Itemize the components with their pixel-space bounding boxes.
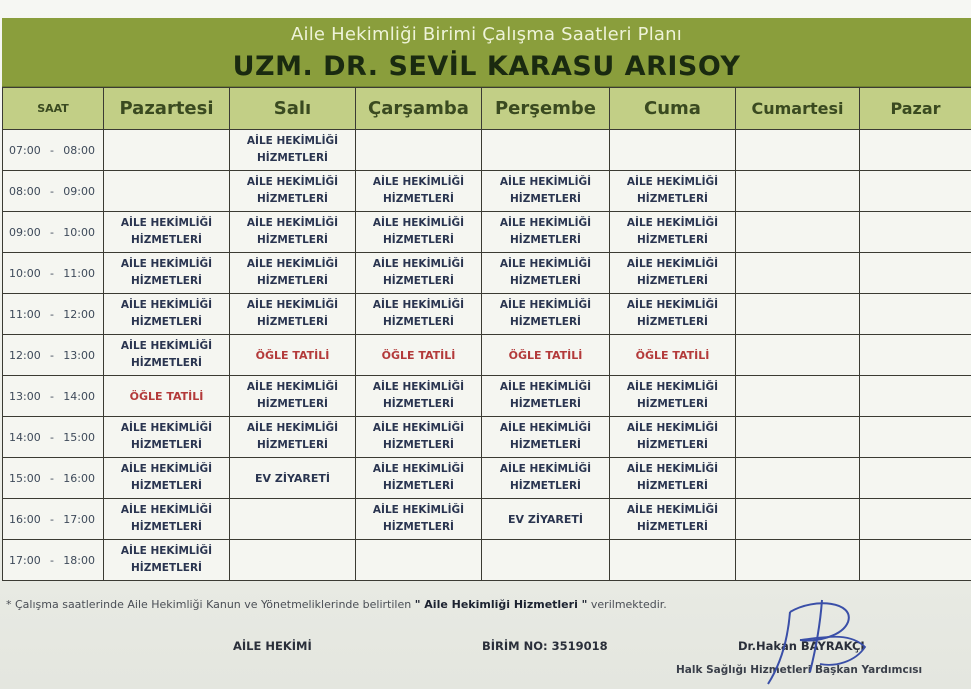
empty-cell <box>860 294 971 335</box>
time-separator: - <box>50 553 54 567</box>
service-cell: AİLE HEKİMLİĞİ HİZMETLERİ <box>356 376 482 417</box>
table-row <box>3 294 971 335</box>
time-start: 17:00 <box>9 553 41 567</box>
table-row <box>3 417 971 458</box>
time-slot <box>3 253 104 294</box>
empty-cell <box>860 130 971 171</box>
service-cell: AİLE HEKİMLİĞİ HİZMETLERİ <box>482 294 610 335</box>
empty-cell <box>860 171 971 212</box>
family-doctor-label: AİLE HEKİMİ <box>233 639 312 653</box>
time-end: 14:00 <box>63 389 95 403</box>
empty-cell <box>860 335 971 376</box>
table-row <box>3 130 971 171</box>
time-slot <box>3 458 104 499</box>
table-row <box>3 335 971 376</box>
empty-cell <box>736 130 860 171</box>
home-visit-cell: EV ZİYARETİ <box>482 499 610 540</box>
empty-cell <box>860 417 971 458</box>
empty-cell <box>230 499 356 540</box>
title-band <box>2 18 971 88</box>
time-start: 11:00 <box>9 307 41 321</box>
time-end: 16:00 <box>63 471 95 485</box>
time-separator: - <box>50 512 54 526</box>
empty-cell <box>736 458 860 499</box>
handwritten-signature <box>760 592 870 687</box>
service-cell: AİLE HEKİMLİĞİ HİZMETLERİ <box>230 171 356 212</box>
column-header-sali: Salı <box>230 88 356 130</box>
service-cell: AİLE HEKİMLİĞİ HİZMETLERİ <box>104 212 230 253</box>
service-cell: AİLE HEKİMLİĞİ HİZMETLERİ <box>356 458 482 499</box>
service-cell: AİLE HEKİMLİĞİ HİZMETLERİ <box>482 212 610 253</box>
service-cell: AİLE HEKİMLİĞİ HİZMETLERİ <box>230 212 356 253</box>
time-separator: - <box>50 389 54 403</box>
empty-cell <box>610 130 736 171</box>
time-end: 13:00 <box>63 348 95 362</box>
time-separator: - <box>50 348 54 362</box>
empty-cell <box>104 130 230 171</box>
empty-cell <box>356 540 482 581</box>
header-row <box>3 88 971 130</box>
table-row <box>3 171 971 212</box>
time-end: 18:00 <box>63 553 95 567</box>
lunch-break-cell: ÖĞLE TATİLİ <box>610 335 736 376</box>
time-separator: - <box>50 184 54 198</box>
service-cell: AİLE HEKİMLİĞİ HİZMETLERİ <box>356 499 482 540</box>
time-start: 14:00 <box>9 430 41 444</box>
empty-cell <box>860 253 971 294</box>
service-cell: AİLE HEKİMLİĞİ HİZMETLERİ <box>230 253 356 294</box>
service-cell: AİLE HEKİMLİĞİ HİZMETLERİ <box>104 417 230 458</box>
service-cell: AİLE HEKİMLİĞİ HİZMETLERİ <box>356 253 482 294</box>
footnote-prefix: * Çalışma saatlerinde Aile Hekimliği Kanun ve Yönetmeliklerinde belirtilen <box>6 598 412 611</box>
home-visit-cell: EV ZİYARETİ <box>230 458 356 499</box>
service-cell: AİLE HEKİMLİĞİ HİZMETLERİ <box>610 376 736 417</box>
service-cell: AİLE HEKİMLİĞİ HİZMETLERİ <box>104 253 230 294</box>
time-start: 08:00 <box>9 184 41 198</box>
table-row <box>3 458 971 499</box>
column-header-pazartesi: Pazartesi <box>104 88 230 130</box>
service-cell: AİLE HEKİMLİĞİ HİZMETLERİ <box>230 376 356 417</box>
approver-title: Halk Sağlığı Hizmetleri Başkan Yardımcısı <box>676 664 923 676</box>
empty-cell <box>610 540 736 581</box>
approver-name: Dr.Hakan BAYRAKÇI <box>738 639 865 653</box>
footnote-emphasis: " Aile Hekimliği Hizmetleri " <box>414 598 588 611</box>
time-start: 09:00 <box>9 225 41 239</box>
table-row <box>3 253 971 294</box>
time-slot <box>3 540 104 581</box>
service-cell: AİLE HEKİMLİĞİ HİZMETLERİ <box>610 294 736 335</box>
time-start: 16:00 <box>9 512 41 526</box>
empty-cell <box>736 335 860 376</box>
footnote <box>6 598 667 611</box>
service-cell: AİLE HEKİMLİĞİ HİZMETLERİ <box>104 458 230 499</box>
column-header-carsamba: Çarşamba <box>356 88 482 130</box>
empty-cell <box>860 376 971 417</box>
service-cell: AİLE HEKİMLİĞİ HİZMETLERİ <box>230 294 356 335</box>
doctor-name: UZM. DR. SEVİL KARASU ARISOY <box>232 51 741 82</box>
service-cell: AİLE HEKİMLİĞİ HİZMETLERİ <box>610 212 736 253</box>
service-cell: AİLE HEKİMLİĞİ HİZMETLERİ <box>610 458 736 499</box>
empty-cell <box>736 417 860 458</box>
empty-cell <box>860 540 971 581</box>
empty-cell <box>736 171 860 212</box>
empty-cell <box>356 130 482 171</box>
time-start: 07:00 <box>9 143 41 157</box>
time-end: 17:00 <box>63 512 95 526</box>
service-cell: AİLE HEKİMLİĞİ HİZMETLERİ <box>482 376 610 417</box>
empty-cell <box>736 499 860 540</box>
time-end: 09:00 <box>63 184 95 198</box>
time-slot <box>3 212 104 253</box>
lunch-break-cell: ÖĞLE TATİLİ <box>104 376 230 417</box>
time-slot <box>3 376 104 417</box>
empty-cell <box>860 499 971 540</box>
empty-cell <box>104 171 230 212</box>
time-start: 10:00 <box>9 266 41 280</box>
time-separator: - <box>50 471 54 485</box>
page-title: Aile Hekimliği Birimi Çalışma Saatleri Planı <box>291 24 682 45</box>
empty-cell <box>482 130 610 171</box>
table-row <box>3 212 971 253</box>
empty-cell <box>860 458 971 499</box>
time-slot <box>3 294 104 335</box>
schedule-body <box>3 130 971 581</box>
time-separator: - <box>50 266 54 280</box>
time-end: 12:00 <box>63 307 95 321</box>
time-slot <box>3 499 104 540</box>
time-separator: - <box>50 143 54 157</box>
service-cell: AİLE HEKİMLİĞİ HİZMETLERİ <box>610 499 736 540</box>
empty-cell <box>736 212 860 253</box>
empty-cell <box>230 540 356 581</box>
service-cell: AİLE HEKİMLİĞİ HİZMETLERİ <box>482 458 610 499</box>
column-header-persembe: Perşembe <box>482 88 610 130</box>
time-slot <box>3 171 104 212</box>
table-row <box>3 376 971 417</box>
time-start: 13:00 <box>9 389 41 403</box>
column-header-saat: SAAT <box>3 88 104 130</box>
service-cell: AİLE HEKİMLİĞİ HİZMETLERİ <box>104 335 230 376</box>
empty-cell <box>736 540 860 581</box>
time-slot <box>3 130 104 171</box>
service-cell: AİLE HEKİMLİĞİ HİZMETLERİ <box>230 417 356 458</box>
time-start: 15:00 <box>9 471 41 485</box>
service-cell: AİLE HEKİMLİĞİ HİZMETLERİ <box>610 253 736 294</box>
service-cell: AİLE HEKİMLİĞİ HİZMETLERİ <box>482 171 610 212</box>
service-cell: AİLE HEKİMLİĞİ HİZMETLERİ <box>610 417 736 458</box>
time-separator: - <box>50 307 54 321</box>
time-separator: - <box>50 225 54 239</box>
table-row <box>3 540 971 581</box>
time-slot <box>3 335 104 376</box>
service-cell: AİLE HEKİMLİĞİ HİZMETLERİ <box>104 499 230 540</box>
service-cell: AİLE HEKİMLİĞİ HİZMETLERİ <box>230 130 356 171</box>
table-row <box>3 499 971 540</box>
lunch-break-cell: ÖĞLE TATİLİ <box>482 335 610 376</box>
time-end: 10:00 <box>63 225 95 239</box>
empty-cell <box>860 212 971 253</box>
column-header-cuma: Cuma <box>610 88 736 130</box>
service-cell: AİLE HEKİMLİĞİ HİZMETLERİ <box>482 253 610 294</box>
column-header-pazar: Pazar <box>860 88 971 130</box>
column-header-cumartesi: Cumartesi <box>736 88 860 130</box>
time-end: 15:00 <box>63 430 95 444</box>
service-cell: AİLE HEKİMLİĞİ HİZMETLERİ <box>610 171 736 212</box>
service-cell: AİLE HEKİMLİĞİ HİZMETLERİ <box>482 417 610 458</box>
service-cell: AİLE HEKİMLİĞİ HİZMETLERİ <box>356 417 482 458</box>
lunch-break-cell: ÖĞLE TATİLİ <box>356 335 482 376</box>
empty-cell <box>736 253 860 294</box>
unit-number: BİRİM NO: 3519018 <box>482 639 608 653</box>
schedule-table <box>2 87 971 581</box>
time-start: 12:00 <box>9 348 41 362</box>
time-end: 11:00 <box>63 266 95 280</box>
service-cell: AİLE HEKİMLİĞİ HİZMETLERİ <box>356 171 482 212</box>
service-cell: AİLE HEKİMLİĞİ HİZMETLERİ <box>104 294 230 335</box>
footnote-suffix: verilmektedir. <box>590 598 667 611</box>
service-cell: AİLE HEKİMLİĞİ HİZMETLERİ <box>356 294 482 335</box>
time-separator: - <box>50 430 54 444</box>
empty-cell <box>482 540 610 581</box>
lunch-break-cell: ÖĞLE TATİLİ <box>230 335 356 376</box>
service-cell: AİLE HEKİMLİĞİ HİZMETLERİ <box>104 540 230 581</box>
time-end: 08:00 <box>63 143 95 157</box>
time-slot <box>3 417 104 458</box>
empty-cell <box>736 294 860 335</box>
empty-cell <box>736 376 860 417</box>
service-cell: AİLE HEKİMLİĞİ HİZMETLERİ <box>356 212 482 253</box>
